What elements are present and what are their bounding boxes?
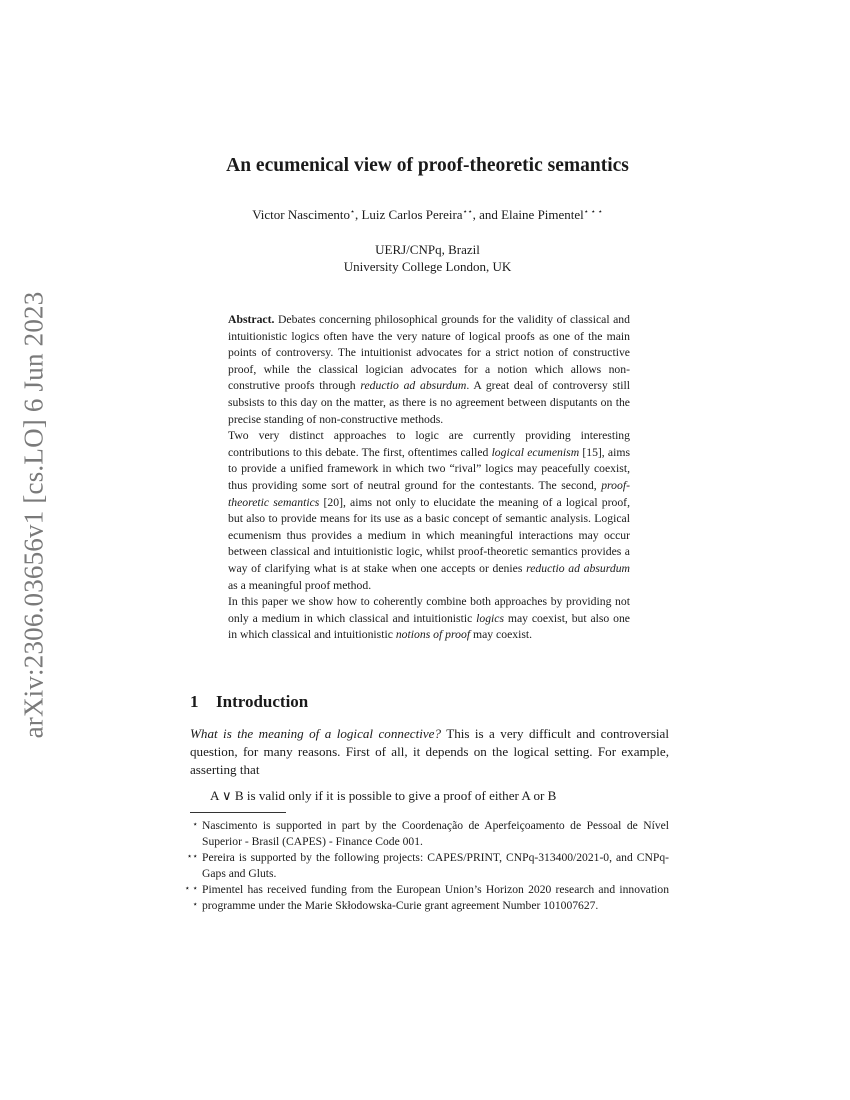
abstract-text: In this paper we show how to coherently combine both approaches by providing not only a medium in which classical and intuitionistic [228, 595, 630, 625]
abstract-text: [20], aims not only to elucidate the meaning of a logical proof, but also to provide means for its use as a basic concept of semantic analysis. Logical ecumenism thus provides a medium in which meaningful interactions may occur between classical and intuitionistic logic, whilst proof-theoretic semantics provides a way of clarifying what is at stake when one accepts or denies [228, 495, 630, 575]
abstract-emphasis: notions of proof [395, 628, 471, 642]
footnote-text: Nascimento is supported in part by the Coordenação de Aperfeiçoamento de Pessoal de Nível Superior - Brasil (CAPES) - Finance Code 001. [202, 819, 669, 848]
author-footnote-mark[interactable]: ⋆ [349, 207, 355, 216]
author-name: Elaine Pimentel [501, 207, 584, 222]
footnote-text: Pereira is supported by the following projects: CAPES/PRINT, CNPq-313400/2021-0, and CNPq-Gaps and Gluts. [202, 851, 669, 880]
affiliation-line: UERJ/CNPq, Brazil [375, 242, 480, 257]
abstract-text: . A great deal of controversy still subsists to this day on the matter, as there is no agreement between disputants on the precise standing of non-constructive methods. [228, 379, 630, 426]
abstract [228, 312, 630, 644]
author-separator: , and [472, 207, 502, 222]
footnote [180, 818, 669, 850]
paper-title: An ecumenical view of proof-theoretic semantics [226, 155, 629, 176]
affiliation-line: University College London, UK [343, 259, 512, 274]
intro-question: What is the meaning of a logical connective? [190, 726, 442, 741]
abstract-emphasis: logics [476, 611, 505, 625]
footnote-mark: ⋆⋆ [186, 851, 198, 861]
intro-paragraph [190, 725, 669, 779]
abstract-text: Two very distinct approaches to logic are currently providing interesting contributions to this debate. The first, oftentimes called [228, 429, 630, 459]
section-number: 1 [190, 692, 199, 711]
affiliations [150, 241, 705, 275]
author-name: Victor Nascimento [252, 207, 350, 222]
footnote-rule [190, 812, 286, 813]
arxiv-id-text: arXiv:2306.03656v1 [cs.LO] 6 Jun 2023 [18, 291, 49, 739]
abstract-text: may coexist, but also one in which classical and intuitionistic [228, 611, 630, 642]
author-name: Luiz Carlos Pereira [361, 207, 463, 222]
intro-text: This is a very difficult and controversial question, for many reasons. First of all, it depends on the logical setting. For example, asserting that [190, 726, 669, 777]
abstract-text: may coexist. [470, 628, 533, 642]
abstract-text: [15], aims to provide a unified framework in which two “rival” logics may peacefully coexist, thus providing some sort of neutral ground for the contestants. The second, [228, 445, 630, 492]
section-heading [190, 692, 670, 712]
display-formula: A ∨ B is valid only if it is possible to give a proof of either A or B [210, 788, 557, 803]
author-separator: , [354, 207, 362, 222]
arxiv-side-identifier [4, 280, 64, 750]
abstract-text: Debates concerning philosophical grounds for the validity of classical and intuitionistic logics often have the very nature of logical proofs as one of the main points of controversy. The intuitionist advocates for a strict notion of constructive proof, while the classical logician advocates for a notion which allows non-construtive proofs through [228, 313, 630, 393]
footnote-text: Pimentel has received funding from the European Union’s Horizon 2020 research and innovation programme under the Marie Skłodowska-Curie grant agreement Number 101007627. [202, 883, 669, 912]
abstract-paragraph [228, 312, 630, 428]
abstract-emphasis: reductio ad absurdum [526, 561, 631, 575]
body-text [190, 725, 669, 779]
author-footnote-mark[interactable]: ⋆⋆ [462, 207, 473, 216]
abstract-emphasis: logical ecumenism [491, 445, 580, 459]
footnotes [180, 818, 669, 914]
footnote-mark: ⋆ [192, 819, 198, 829]
abstract-text: as a meaningful proof method. [228, 578, 372, 592]
author-list [150, 207, 705, 223]
abstract-label: Abstract. [228, 313, 275, 326]
abstract-emphasis: reductio ad absurdum [360, 379, 467, 393]
abstract-emphasis: proof-theoretic semantics [228, 478, 630, 509]
footnote [180, 850, 669, 882]
abstract-paragraph [228, 594, 630, 644]
author-footnote-mark[interactable]: ⋆ ⋆ ⋆ [583, 207, 603, 216]
footnote-mark: ⋆ ⋆ ⋆ [184, 883, 198, 909]
abstract-paragraph [228, 428, 630, 594]
section-title: Introduction [216, 692, 309, 711]
footnote [180, 882, 669, 914]
